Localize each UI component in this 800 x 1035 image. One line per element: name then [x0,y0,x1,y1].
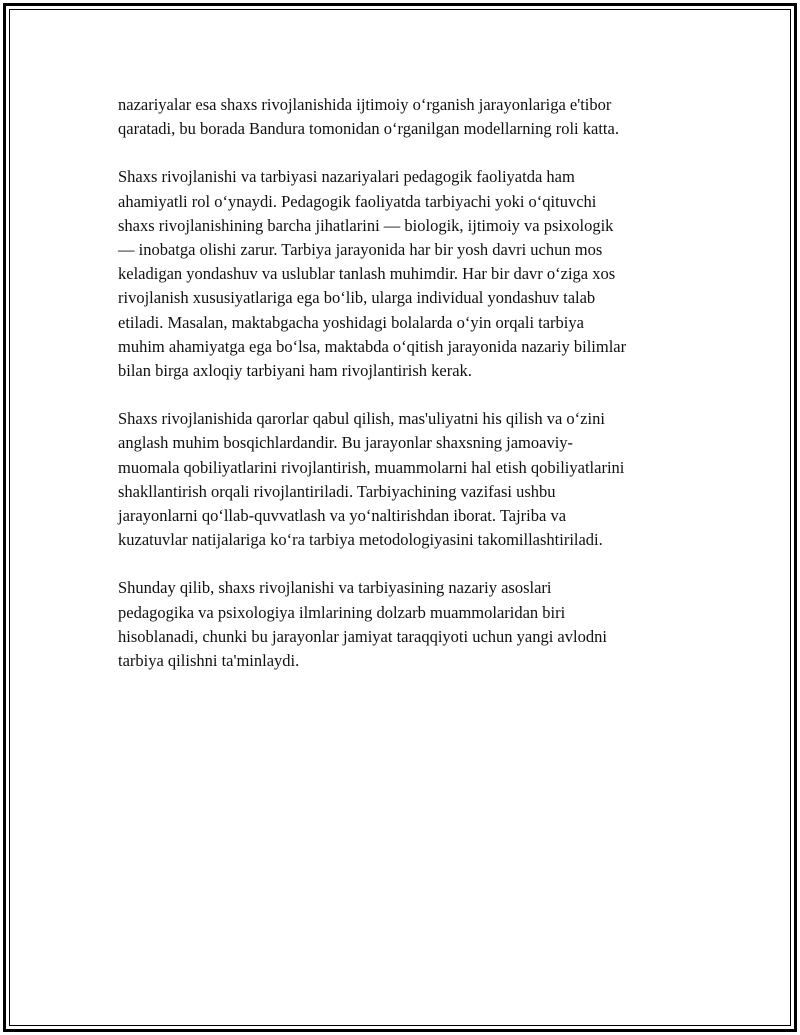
paragraph-2: Shaxs rivojlanishi va tarbiyasi nazariyalari pedagogik faoliyatda ham ahamiyatli rol o‘ynaydi. Pedagogik faoliyatda tarbiyachi yoki o‘qituvchi shaxs rivojlanishining barcha jihatlarini — biologik, ijtimoiy va psixologik — inobatga olishi zarur. Tarbiya jarayonida har bir yosh davri uchun mos keladigan yondashuv va uslublar tanlash muhimdir. Har bir davr o‘ziga xos rivojlanish xususiyatlariga ega bo‘lib, ularga individual yondashuv talab etiladi. Masalan, maktabgacha yoshidagi bolalarda o‘yin orqali tarbiya muhim ahamiyatga ega bo‘lsa, maktabda o‘qitish jarayonida nazariy bilimlar bilan birga axloqiy tarbiyani ham rivojlantirish kerak. [118,167,627,381]
paragraph-3: Shaxs rivojlanishida qarorlar qabul qilish, mas'uliyatni his qilish va o‘zini anglash muhim bosqichlardandir. Bu jarayonlar shaxsning jamoaviy- muomala qobiliyatlarini rivojlantirish, muammolarni hal etish qobiliyatlarini shakllantirish orqali rivojlantiriladi. Tarbiyachining vazifasi ushbu jarayonlarni qo‘llab-quvvatlash va yo‘naltirishdan iborat. Tajriba va kuzatuvlar natijalariga ko‘ra tarbiya metodologiyasini takomillashtiriladi. [118,409,625,550]
document-body [118,93,708,673]
paragraph-4: Shunday qilib, shaxs rivojlanishi va tarbiyasining nazariy asoslari pedagogika va psixologiya ilmlarining dolzarb muammolaridan biri hisoblanadi, chunki bu jarayonlar jamiyat taraqqiyoti uchun yangi avlodni tarbiya qilishni ta'minlaydi. [118,578,607,671]
paragraph-1: nazariyalar esa shaxs rivojlanishida ijtimoiy o‘rganish jarayonlariga e'tibor qaratadi, bu borada Bandura tomonidan o‘rganilgan modellarning roli katta. [118,95,619,139]
